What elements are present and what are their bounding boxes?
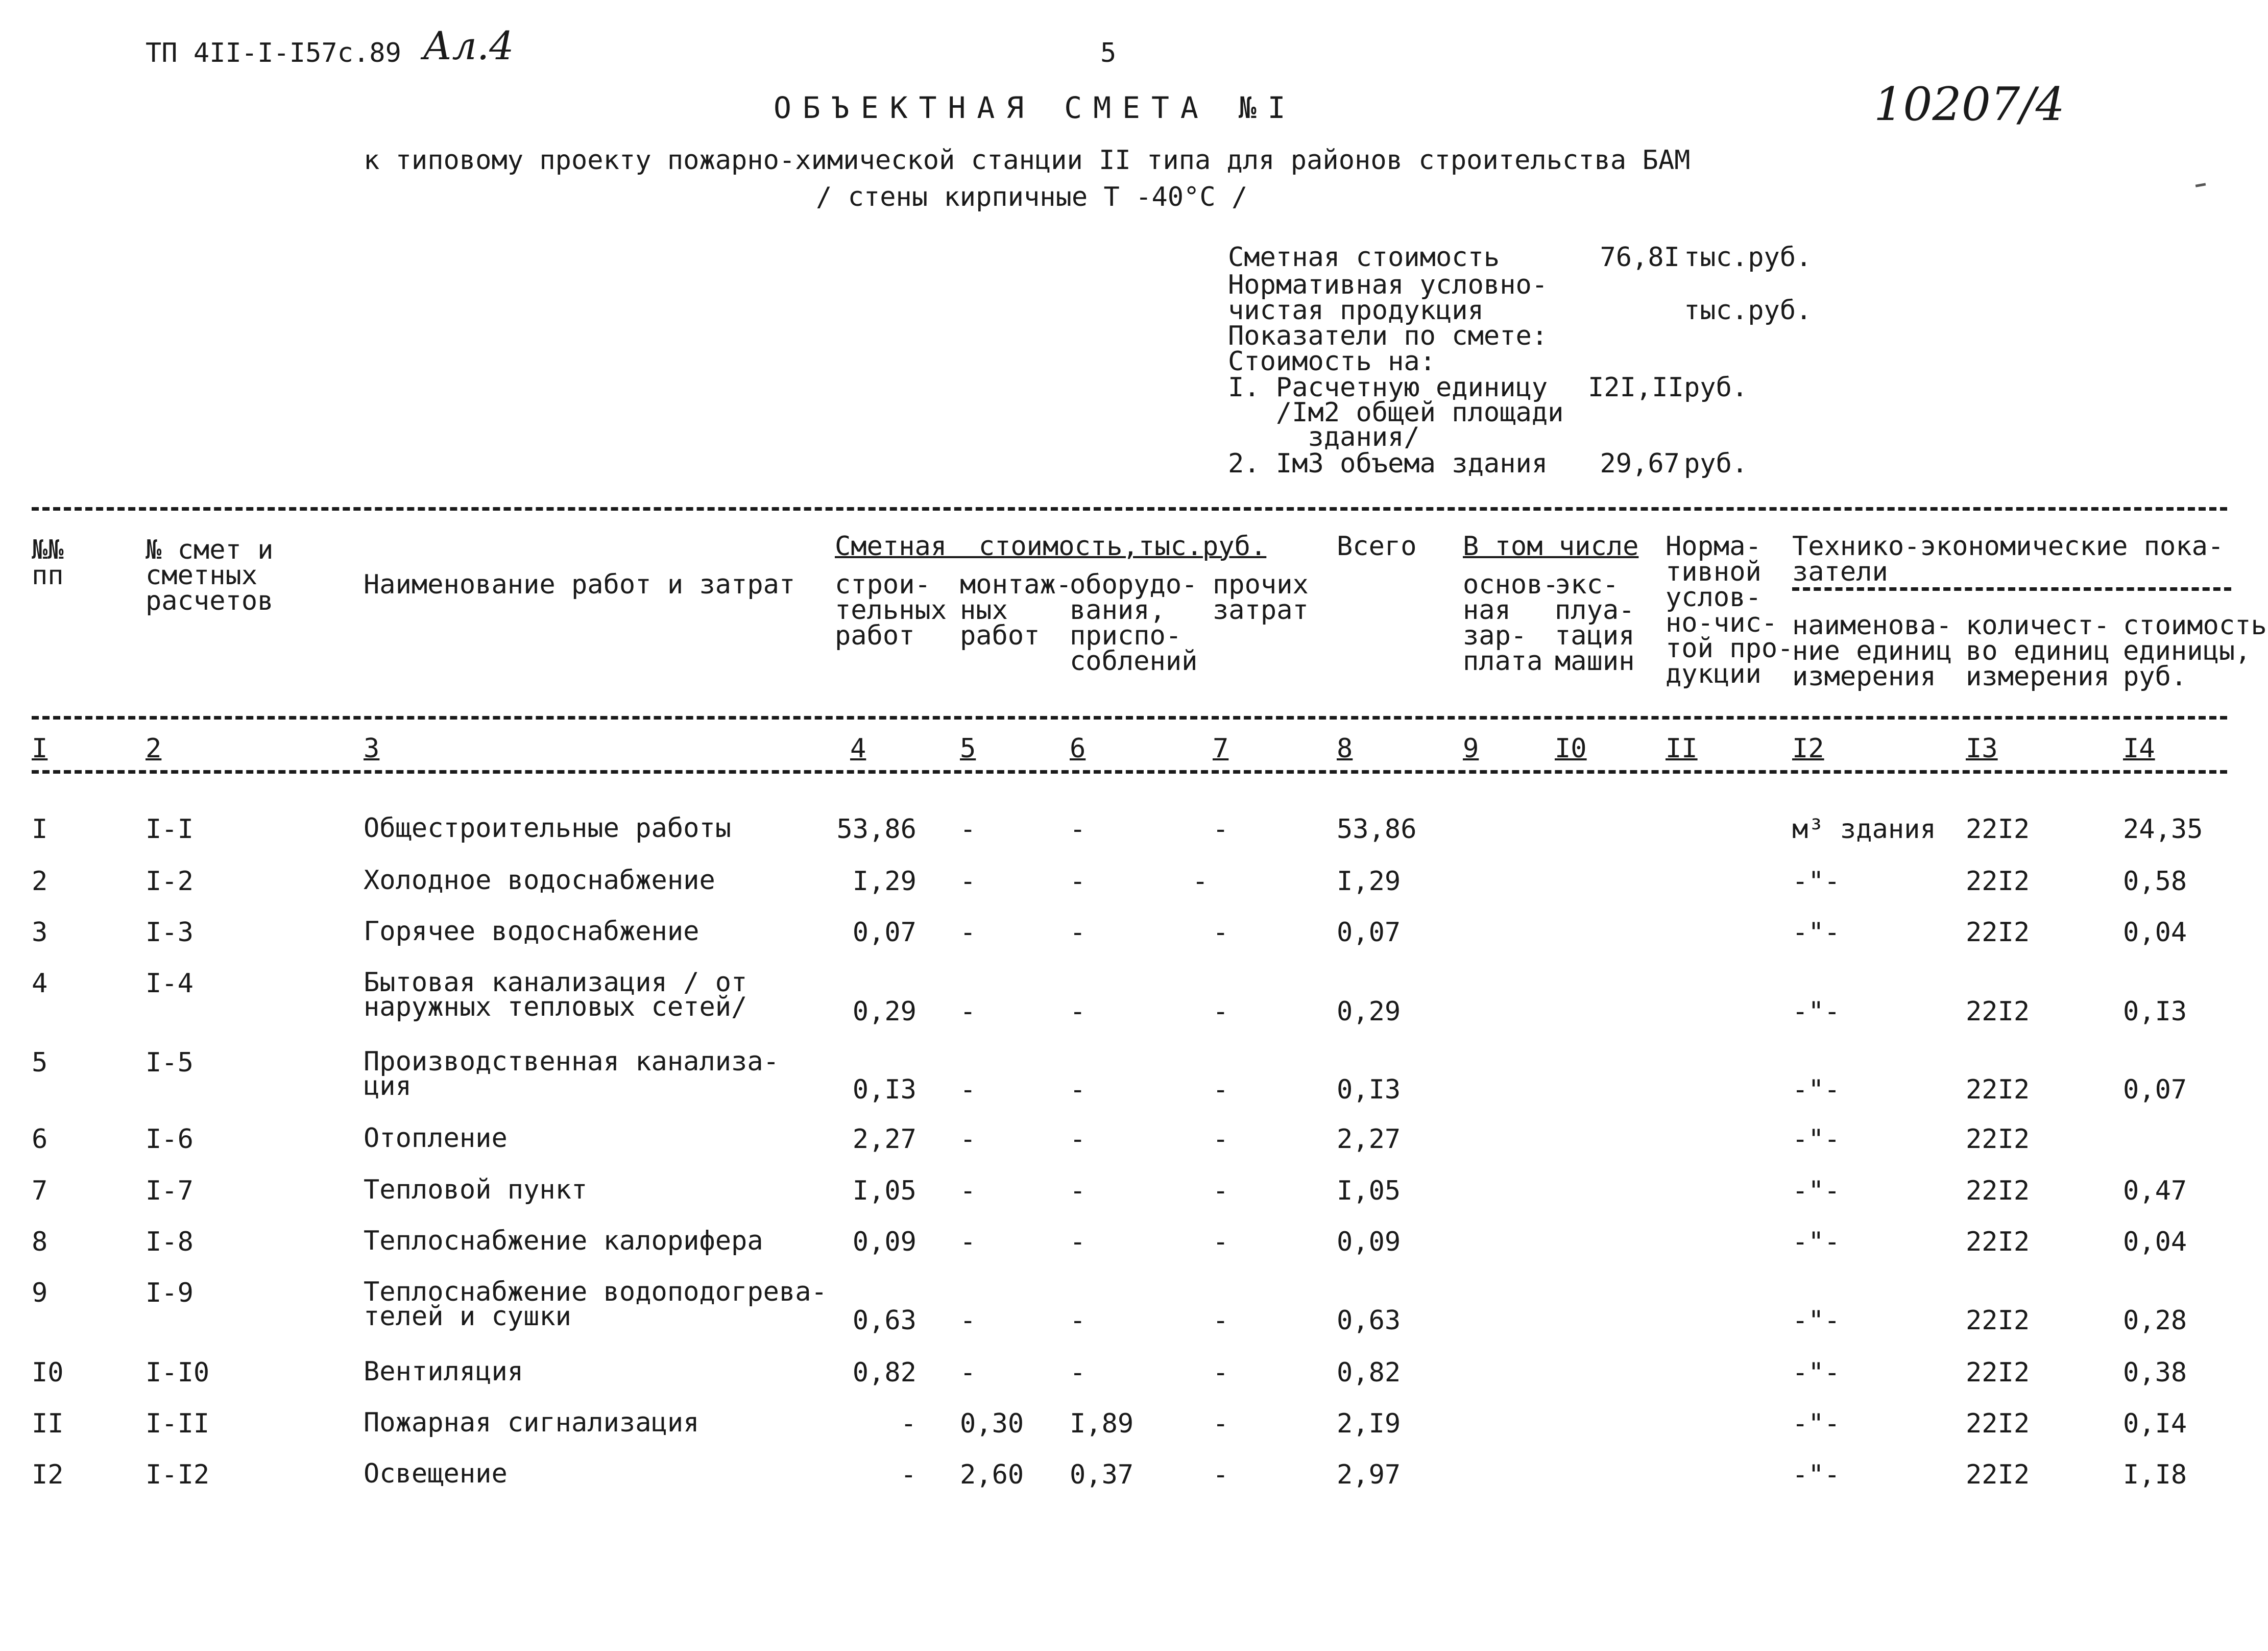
row-unit-cost: 0,38 bbox=[2123, 1357, 2187, 1388]
row-other-cost: - bbox=[1213, 1227, 1229, 1257]
column-number: 3 bbox=[364, 733, 380, 764]
summary-unit: тыс.руб. bbox=[1684, 242, 1812, 273]
row-unit-cost: 0,47 bbox=[2123, 1176, 2187, 1206]
row-number: 7 bbox=[32, 1176, 48, 1206]
document-subtitle: к типовому проекту пожарно-химической станции II типа для районов строительства БАМ bbox=[364, 145, 1691, 176]
col-group-including: В том числе bbox=[1463, 531, 1639, 562]
row-other-cost: - bbox=[1213, 1408, 1229, 1439]
row-unit-quantity: 22I2 bbox=[1966, 1227, 2030, 1257]
row-number: I bbox=[32, 814, 48, 845]
summary-label: 2. Iм3 объема здания bbox=[1228, 448, 1548, 479]
row-unit-name: -"- bbox=[1792, 1357, 1840, 1388]
column-number: I4 bbox=[2123, 733, 2155, 764]
row-unit-cost: 0,I3 bbox=[2123, 996, 2187, 1027]
row-work-name: Горячее водоснабжение bbox=[364, 916, 699, 947]
summary-unit: руб. bbox=[1684, 372, 1748, 403]
col-header-total: Всего bbox=[1337, 531, 1417, 562]
row-equipment-cost: - bbox=[1070, 1124, 1086, 1155]
row-unit-quantity: 22I2 bbox=[1966, 917, 2030, 948]
column-number: 2 bbox=[146, 733, 162, 764]
row-number: 2 bbox=[32, 866, 48, 897]
row-total-cost: 0,63 bbox=[1337, 1305, 1401, 1336]
summary-label: Сметная стоимость bbox=[1228, 242, 1500, 273]
row-total-cost: 0,09 bbox=[1337, 1227, 1401, 1257]
summary-unit: тыс.руб. bbox=[1684, 295, 1812, 326]
row-unit-quantity: 22I2 bbox=[1966, 1074, 2030, 1105]
row-number: 6 bbox=[32, 1124, 48, 1155]
table-top-rule bbox=[32, 507, 2227, 511]
row-installation-cost: - bbox=[960, 1176, 976, 1206]
row-total-cost: 2,27 bbox=[1337, 1124, 1401, 1155]
row-other-cost: - bbox=[1213, 814, 1229, 845]
row-unit-name: м³ здания bbox=[1792, 814, 1936, 845]
col-header-unit-quantity: количест- во единиц измерения bbox=[1966, 610, 2110, 692]
row-total-cost: 2,I9 bbox=[1337, 1408, 1401, 1439]
row-installation-cost: 2,60 bbox=[960, 1459, 1024, 1490]
row-estimate-ref: I-I2 bbox=[146, 1459, 210, 1490]
row-work-name: Теплоснабжение калорифера bbox=[364, 1226, 763, 1256]
row-other-cost: - bbox=[1192, 866, 1209, 897]
summary-label: Стоимость на: bbox=[1228, 346, 1436, 377]
row-unit-name: -"- bbox=[1792, 1176, 1840, 1206]
document-title: ОБЪЕКТНАЯ СМЕТА №I bbox=[774, 90, 1297, 125]
row-number: 4 bbox=[32, 968, 48, 999]
row-other-cost: - bbox=[1213, 996, 1229, 1027]
row-total-cost: 0,29 bbox=[1337, 996, 1401, 1027]
row-unit-cost: 0,28 bbox=[2123, 1305, 2187, 1336]
row-work-name: Отопление bbox=[364, 1123, 508, 1154]
row-number: 3 bbox=[32, 917, 48, 948]
row-estimate-ref: I-II bbox=[146, 1408, 210, 1439]
row-construction-cost: 0,I3 bbox=[852, 1074, 916, 1105]
col-header-other: прочих затрат bbox=[1213, 569, 1309, 626]
row-number: 9 bbox=[32, 1278, 48, 1308]
row-estimate-ref: I-4 bbox=[146, 968, 194, 999]
row-equipment-cost: I,89 bbox=[1070, 1408, 1134, 1439]
summary-value: 29,67 bbox=[1600, 448, 1680, 479]
col-header-equipment: оборудо- вания, приспо- соблений bbox=[1070, 569, 1198, 677]
row-work-name: Тепловой пункт bbox=[364, 1175, 588, 1205]
row-installation-cost: - bbox=[960, 1227, 976, 1257]
col-group-tech-economic: Технико-экономические пока- затели bbox=[1792, 531, 2224, 587]
row-construction-cost: 0,07 bbox=[852, 917, 916, 948]
row-total-cost: 0,I3 bbox=[1337, 1074, 1401, 1105]
row-equipment-cost: - bbox=[1070, 1227, 1086, 1257]
row-work-name: Общестроительные работы bbox=[364, 813, 732, 844]
header-bottom-rule bbox=[32, 716, 2227, 720]
column-number: II bbox=[1666, 733, 1698, 764]
row-unit-name: -"- bbox=[1792, 996, 1840, 1027]
row-installation-cost: - bbox=[960, 1357, 976, 1388]
row-installation-cost: - bbox=[960, 1305, 976, 1336]
summary-value: I2I,II bbox=[1588, 372, 1684, 403]
row-equipment-cost: - bbox=[1070, 1176, 1086, 1206]
row-work-name: Производственная канализа- ция bbox=[364, 1046, 779, 1102]
tech-group-rule bbox=[1792, 587, 2231, 591]
row-unit-cost: 0,I4 bbox=[2123, 1408, 2187, 1439]
row-unit-name: -"- bbox=[1792, 1305, 1840, 1336]
col-header-machine-operation: экс- плуа- тация машин bbox=[1555, 569, 1635, 677]
row-other-cost: - bbox=[1213, 1357, 1229, 1388]
row-construction-cost: - bbox=[900, 1459, 916, 1490]
row-installation-cost: - bbox=[960, 996, 976, 1027]
column-number: 7 bbox=[1213, 733, 1229, 764]
column-numbers-rule bbox=[32, 770, 2227, 774]
row-unit-quantity: 22I2 bbox=[1966, 1124, 2030, 1155]
row-estimate-ref: I-6 bbox=[146, 1124, 194, 1155]
col-header-unit-cost: стоимость единицы, руб. bbox=[2123, 610, 2267, 692]
row-unit-name: -"- bbox=[1792, 1074, 1840, 1105]
row-number: I0 bbox=[32, 1357, 64, 1388]
col-header-normative-net-output: Норма- тивной услов- но-чис- той про- дукции bbox=[1666, 531, 1794, 689]
col-header-number: №№ пп bbox=[32, 535, 64, 591]
summary-label: чистая продукция bbox=[1228, 295, 1484, 326]
row-work-name: Бытовая канализация / от наружных тепловых сетей/ bbox=[364, 967, 747, 1022]
row-installation-cost: - bbox=[960, 917, 976, 948]
row-total-cost: 53,86 bbox=[1337, 814, 1417, 845]
col-header-work-name: Наименование работ и затрат bbox=[364, 569, 795, 600]
row-unit-cost: 24,35 bbox=[2123, 814, 2203, 845]
row-construction-cost: 2,27 bbox=[852, 1124, 916, 1155]
row-estimate-ref: I-8 bbox=[146, 1227, 194, 1257]
row-construction-cost: 0,29 bbox=[852, 996, 916, 1027]
col-header-base-salary: основ- ная зар- плата bbox=[1463, 569, 1559, 677]
row-work-name: Теплоснабжение водоподогрева- телей и сушки bbox=[364, 1277, 827, 1332]
row-unit-name: -"- bbox=[1792, 1459, 1840, 1490]
summary-label: Нормативная условно- bbox=[1228, 270, 1548, 300]
document-number-handwritten: 10207/4 bbox=[1874, 78, 2065, 131]
album-handwritten: Ал.4 bbox=[423, 23, 514, 68]
row-unit-quantity: 22I2 bbox=[1966, 996, 2030, 1027]
row-unit-name: -"- bbox=[1792, 1124, 1840, 1155]
row-estimate-ref: I-9 bbox=[146, 1278, 194, 1308]
row-unit-name: -"- bbox=[1792, 1227, 1840, 1257]
row-estimate-ref: I-3 bbox=[146, 917, 194, 948]
row-other-cost: - bbox=[1213, 1305, 1229, 1336]
summary-label: I. Расчетную единицу bbox=[1228, 372, 1548, 403]
row-estimate-ref: I-I bbox=[146, 814, 194, 845]
row-other-cost: - bbox=[1213, 1074, 1229, 1105]
row-work-name: Холодное водоснабжение bbox=[364, 865, 715, 896]
row-estimate-ref: I-I0 bbox=[146, 1357, 210, 1388]
row-equipment-cost: - bbox=[1070, 1074, 1086, 1105]
row-number: I2 bbox=[32, 1459, 64, 1490]
row-unit-name: -"- bbox=[1792, 917, 1840, 948]
row-construction-cost: I,05 bbox=[852, 1176, 916, 1206]
row-work-name: Вентиляция bbox=[364, 1356, 524, 1387]
row-unit-cost: 0,07 bbox=[2123, 1074, 2187, 1105]
row-total-cost: 0,07 bbox=[1337, 917, 1401, 948]
column-number: 6 bbox=[1070, 733, 1086, 764]
row-installation-cost: - bbox=[960, 1074, 976, 1105]
column-number: I0 bbox=[1555, 733, 1587, 764]
summary-value: 76,8I bbox=[1600, 242, 1680, 273]
column-number: 4 bbox=[850, 733, 866, 764]
margin-mark bbox=[2195, 183, 2206, 187]
row-unit-cost: I,I8 bbox=[2123, 1459, 2187, 1490]
row-unit-quantity: 22I2 bbox=[1966, 1176, 2030, 1206]
row-installation-cost: - bbox=[960, 866, 976, 897]
project-code: ТП 4II-I-I57с.89 bbox=[146, 38, 401, 68]
row-construction-cost: 0,63 bbox=[852, 1305, 916, 1336]
row-unit-quantity: 22I2 bbox=[1966, 814, 2030, 845]
summary-label: здания/ bbox=[1228, 422, 1420, 452]
row-total-cost: 0,82 bbox=[1337, 1357, 1401, 1388]
row-installation-cost: - bbox=[960, 1124, 976, 1155]
row-total-cost: 2,97 bbox=[1337, 1459, 1401, 1490]
row-equipment-cost: - bbox=[1070, 917, 1086, 948]
row-unit-cost: 0,58 bbox=[2123, 866, 2187, 897]
page-number: 5 bbox=[1100, 38, 1117, 68]
row-unit-quantity: 22I2 bbox=[1966, 1305, 2030, 1336]
row-unit-name: -"- bbox=[1792, 866, 1840, 897]
row-total-cost: I,29 bbox=[1337, 866, 1401, 897]
row-number: 8 bbox=[32, 1227, 48, 1257]
document-subtitle-walls: / стены кирпичные Т -40°С / bbox=[816, 182, 1248, 212]
row-construction-cost: 0,09 bbox=[852, 1227, 916, 1257]
row-unit-cost: 0,04 bbox=[2123, 1227, 2187, 1257]
row-installation-cost: 0,30 bbox=[960, 1408, 1024, 1439]
row-equipment-cost: 0,37 bbox=[1070, 1459, 1134, 1490]
column-number: 8 bbox=[1337, 733, 1353, 764]
row-unit-quantity: 22I2 bbox=[1966, 1357, 2030, 1388]
row-number: II bbox=[32, 1408, 64, 1439]
row-number: 5 bbox=[32, 1047, 48, 1078]
row-construction-cost: 0,82 bbox=[852, 1357, 916, 1388]
col-header-construction: строи- тельных работ bbox=[835, 569, 947, 651]
row-equipment-cost: - bbox=[1070, 814, 1086, 845]
row-equipment-cost: - bbox=[1070, 1357, 1086, 1388]
row-work-name: Пожарная сигнализация bbox=[364, 1407, 699, 1438]
row-work-name: Освещение bbox=[364, 1458, 508, 1489]
row-other-cost: - bbox=[1213, 917, 1229, 948]
column-number: 9 bbox=[1463, 733, 1479, 764]
row-unit-name: -"- bbox=[1792, 1408, 1840, 1439]
row-other-cost: - bbox=[1213, 1176, 1229, 1206]
row-other-cost: - bbox=[1213, 1459, 1229, 1490]
row-unit-quantity: 22I2 bbox=[1966, 1408, 2030, 1439]
column-number: I3 bbox=[1966, 733, 1998, 764]
row-installation-cost: - bbox=[960, 814, 976, 845]
summary-unit: руб. bbox=[1684, 448, 1748, 479]
row-estimate-ref: I-5 bbox=[146, 1047, 194, 1078]
row-equipment-cost: - bbox=[1070, 866, 1086, 897]
row-unit-quantity: 22I2 bbox=[1966, 1459, 2030, 1490]
row-total-cost: I,05 bbox=[1337, 1176, 1401, 1206]
row-estimate-ref: I-7 bbox=[146, 1176, 194, 1206]
row-unit-cost: 0,04 bbox=[2123, 917, 2187, 948]
row-equipment-cost: - bbox=[1070, 996, 1086, 1027]
row-construction-cost: 53,86 bbox=[836, 814, 916, 845]
column-number: I bbox=[32, 733, 48, 764]
column-number: I2 bbox=[1792, 733, 1824, 764]
col-header-unit-name: наименова- ние единиц измерения bbox=[1792, 610, 1952, 692]
col-header-installation: монтаж- ных работ bbox=[960, 569, 1072, 651]
col-header-estimate-ref: № смет и сметных расчетов bbox=[146, 535, 274, 616]
row-unit-quantity: 22I2 bbox=[1966, 866, 2030, 897]
summary-label: Показатели по смете: bbox=[1228, 321, 1548, 351]
row-construction-cost: I,29 bbox=[852, 866, 916, 897]
summary-label: /Iм2 общей площади bbox=[1228, 397, 1564, 428]
row-construction-cost: - bbox=[900, 1408, 916, 1439]
column-number: 5 bbox=[960, 733, 976, 764]
col-group-estimate-cost: Сметная стоимость,тыс.руб. bbox=[835, 531, 1267, 562]
row-other-cost: - bbox=[1213, 1124, 1229, 1155]
row-estimate-ref: I-2 bbox=[146, 866, 194, 897]
row-equipment-cost: - bbox=[1070, 1305, 1086, 1336]
